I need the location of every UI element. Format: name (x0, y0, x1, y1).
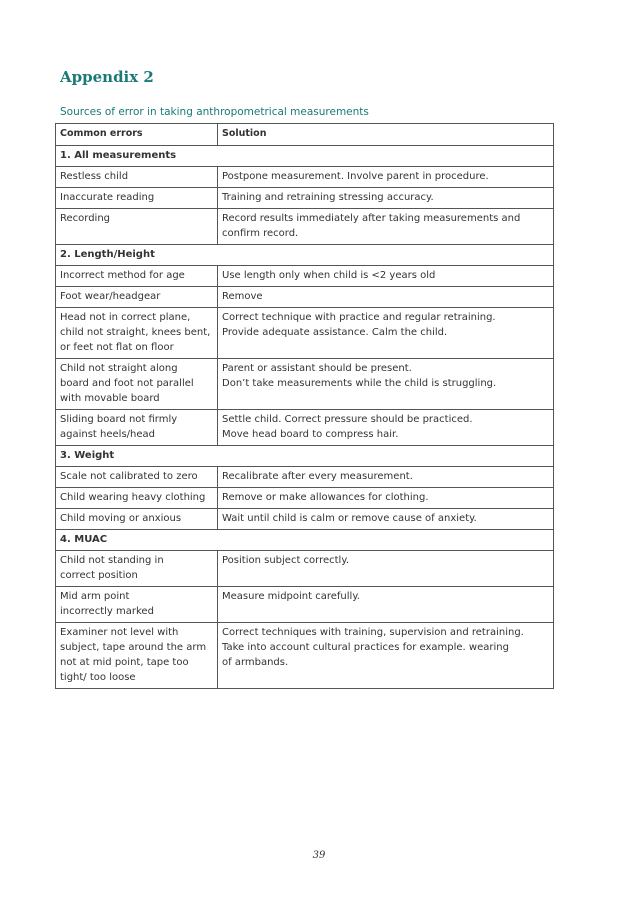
solution-cell: Correct technique with practice and regular retraining. Provide adequate assistance. Calm the child. (218, 308, 554, 359)
section-row (56, 446, 554, 467)
table-row (56, 410, 554, 446)
appendix-title: Appendix 2 (60, 68, 154, 86)
solution-cell: Parent or assistant should be present. Don’t take measurements while the child is struggling. (218, 359, 554, 410)
solution-cell: Wait until child is calm or remove cause of anxiety. (218, 509, 554, 530)
solution-cell: Use length only when child is <2 years old (218, 266, 554, 287)
section-title: 1. All measurements (56, 146, 554, 167)
table-row (56, 209, 554, 245)
table-row (56, 587, 554, 623)
error-cell: Sliding board not firmly against heels/head (56, 410, 218, 446)
section-row (56, 146, 554, 167)
table-row (56, 308, 554, 359)
solution-cell: Postpone measurement. Involve parent in procedure. (218, 167, 554, 188)
table-row (56, 467, 554, 488)
solution-cell: Record results immediately after taking measurements and confirm record. (218, 209, 554, 245)
page-number: 39 (312, 850, 326, 861)
section-title: 2. Length/Height (56, 245, 554, 266)
table-row (56, 188, 554, 209)
table-header-row (56, 124, 554, 146)
error-cell: Recording (56, 209, 218, 245)
solution-cell: Position subject correctly. (218, 551, 554, 587)
solution-cell: Remove (218, 287, 554, 308)
solution-cell: Remove or make allowances for clothing. (218, 488, 554, 509)
error-cell: Foot wear/headgear (56, 287, 218, 308)
error-cell: Child moving or anxious (56, 509, 218, 530)
table-row (56, 551, 554, 587)
error-cell: Child wearing heavy clothing (56, 488, 218, 509)
error-cell: Incorrect method for age (56, 266, 218, 287)
solution-cell: Recalibrate after every measurement. (218, 467, 554, 488)
section-title: 4. MUAC (56, 530, 554, 551)
table-row (56, 359, 554, 410)
table-caption: Sources of error in taking anthropometrical measurements (60, 106, 369, 118)
table-row (56, 266, 554, 287)
errors-table (55, 123, 554, 689)
column-header-common-errors: Common errors (56, 124, 218, 146)
error-cell: Inaccurate reading (56, 188, 218, 209)
error-cell: Scale not calibrated to zero (56, 467, 218, 488)
section-row (56, 245, 554, 266)
solution-cell: Settle child. Correct pressure should be practiced. Move head board to compress hair. (218, 410, 554, 446)
table-row (56, 509, 554, 530)
error-cell: Examiner not level with subject, tape around the arm not at mid point, tape too tight/ too loose (56, 623, 218, 689)
table-row (56, 287, 554, 308)
error-cell: Child not straight along board and foot not parallel with movable board (56, 359, 218, 410)
solution-cell: Training and retraining stressing accuracy. (218, 188, 554, 209)
error-cell: Head not in correct plane, child not straight, knees bent, or feet not flat on floor (56, 308, 218, 359)
section-title: 3. Weight (56, 446, 554, 467)
error-cell: Restless child (56, 167, 218, 188)
table-row (56, 623, 554, 689)
error-cell: Child not standing in correct position (56, 551, 218, 587)
table-row (56, 167, 554, 188)
error-cell: Mid arm point incorrectly marked (56, 587, 218, 623)
column-header-solution: Solution (218, 124, 554, 146)
section-row (56, 530, 554, 551)
solution-cell: Correct techniques with training, supervision and retraining. Take into account cultural practices for example. wearing of armbands. (218, 623, 554, 689)
table-row (56, 488, 554, 509)
solution-cell: Measure midpoint carefully. (218, 587, 554, 623)
